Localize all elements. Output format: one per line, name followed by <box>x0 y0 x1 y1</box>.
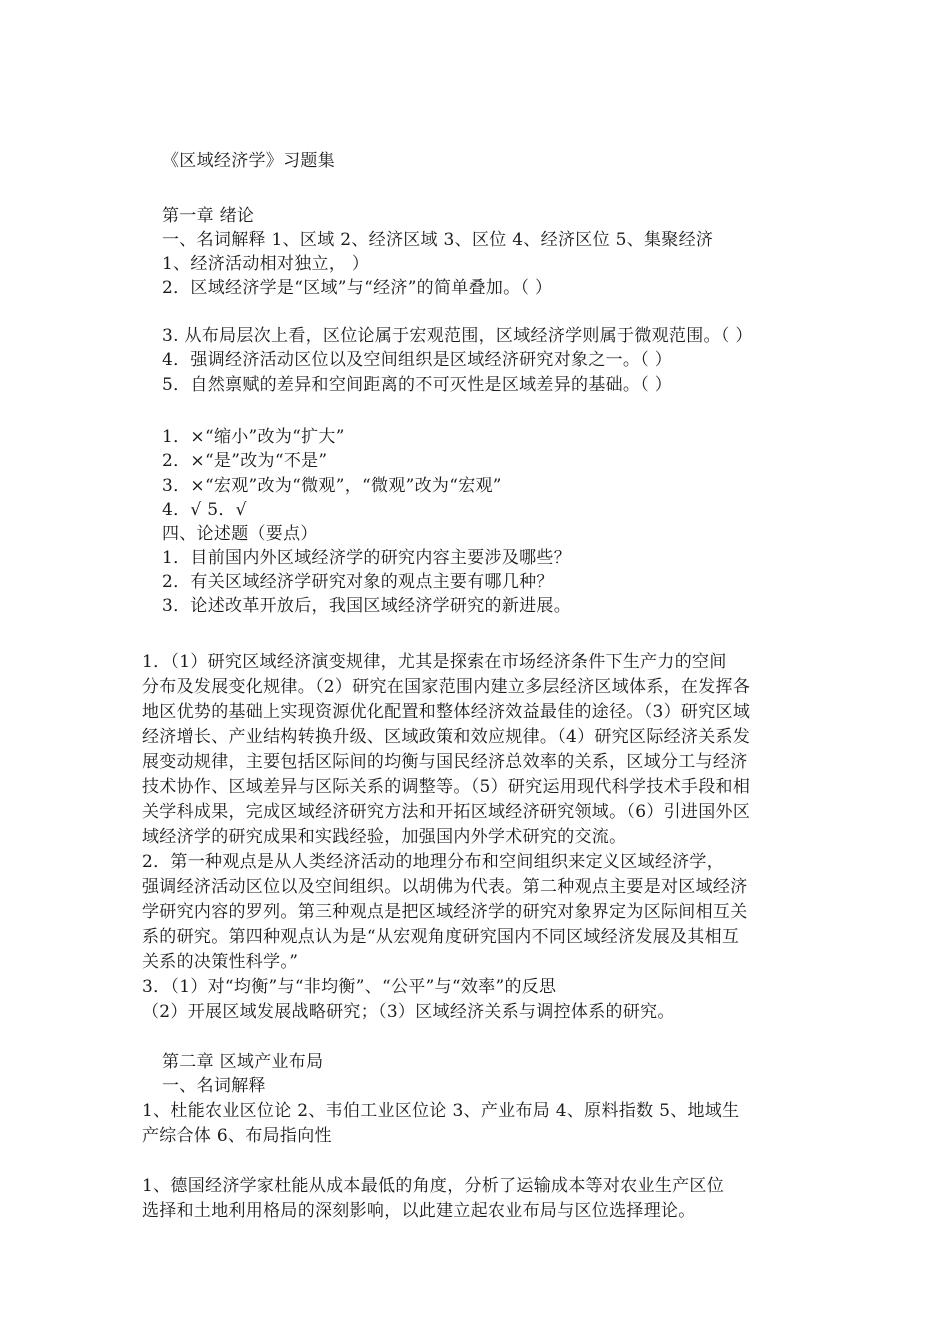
essay-answer-line: 1．（1）研究区域经济演变规律，尤其是探索在市场经济条件下生产力的空间 <box>142 652 727 672</box>
essay-question: 3．论述改革开放后，我国区域经济学研究的新进展。 <box>162 596 572 616</box>
essay-answer-line: 强调经济活动区位以及空间组织。以胡佛为代表。第二种观点主要是对区域经济 <box>142 877 748 897</box>
essay-answer-line: 经济增长、产业结构转换升级、区域政策和效应规律。（4）研究区际经济关系发 <box>142 727 751 747</box>
terms-heading: 一、名词解释 <box>162 1076 266 1096</box>
answer-line: 1、德国经济学家杜能从成本最低的角度，分析了运输成本等对农业生产区位 <box>142 1176 725 1196</box>
essay-answer-line: 展变动规律，主要包括区际间的均衡与国民经济总效率的关系，区域分工与经济 <box>142 752 748 772</box>
chapter-2-heading: 第二章 区域产业布局 <box>162 1052 324 1072</box>
tf-answer: 1．×“缩小”改为“扩大” <box>162 427 345 447</box>
essay-answer-line: 系的研究。第四种观点认为是“从宏观角度研究国内不同区域经济发展及其相互 <box>142 927 740 947</box>
essay-question: 1．目前国内外区域经济学的研究内容主要涉及哪些？ <box>162 548 572 568</box>
answer-line: 选择和土地利用格局的深刻影响，以此建立起农业布局与区位选择理论。 <box>142 1201 696 1221</box>
essay-question: 2．有关区域经济学研究对象的观点主要有哪几种？ <box>162 572 554 592</box>
tf-answer: 3．×“宏观”改为“微观”，“微观”改为“宏观” <box>162 476 502 496</box>
tf-item: 4．强调经济活动区位以及空间组织是区域经济研究对象之一。（ ） <box>162 350 673 370</box>
document-title: 《区域经济学》习题集 <box>162 151 335 171</box>
essay-answer-line: 2．第一种观点是从人类经济活动的地理分布和空间组织来定义区域经济学， <box>142 852 725 872</box>
terms-line: 一、名词解释 1、区域 2、经济区域 3、区位 4、经济区位 5、集聚经济 <box>162 230 714 250</box>
essay-answer-line: （2）开展区域发展战略研究；（3）区域经济关系与调控体系的研究。 <box>142 1002 675 1022</box>
essay-answer-line: 地区优势的基础上实现资源优化配置和整体经济效益最佳的途径。（3）研究区域 <box>142 702 751 722</box>
terms-line: 产综合体 6、布局指向性 <box>142 1126 332 1146</box>
essay-answer-line: 分布及发展变化规律。（2）研究在国家范围内建立多层经济区域体系，在发挥各 <box>142 677 751 697</box>
tf-item: 1、经济活动相对独立， ） <box>162 254 370 274</box>
tf-item: 5．自然禀赋的差异和空间距离的不可灭性是区域差异的基础。（ ） <box>162 375 673 395</box>
tf-item: 3. 从布局层次上看，区位论属于宏观范围，区域经济学则属于微观范围。（ ） <box>162 326 753 346</box>
essay-answer-line: 学研究内容的罗列。第三种观点是把区域经济学的研究对象界定为区际间相互关 <box>142 902 748 922</box>
essay-answer-line: 技术协作、区域差异与区际关系的调整等。（5）研究运用现代科学技术手段和相 <box>142 777 751 797</box>
essay-answer-line: 3．（1）对“均衡”与“非均衡”、“公平”与“效率”的反思 <box>142 977 557 997</box>
chapter-1-heading: 第一章 绪论 <box>162 206 255 226</box>
terms-line: 1、杜能农业区位论 2、韦伯工业区位论 3、产业布局 4、原料指数 5、地域生 <box>142 1101 740 1121</box>
essay-answer-line: 关学科成果，完成区域经济研究方法和开拓区域经济研究领域。（6）引进国外区 <box>142 802 751 822</box>
tf-answer: 2．×“是”改为“不是” <box>162 451 328 471</box>
essay-answer-line: 关系的决策性科学。” <box>142 952 299 972</box>
essay-answer-line: 域经济学的研究成果和实践经验，加强国内外学术研究的交流。 <box>142 827 627 847</box>
tf-item: 2．区域经济学是“区域”与“经济”的简单叠加。（ ） <box>162 278 553 298</box>
essay-heading: 四、论述题（要点） <box>162 524 318 544</box>
tf-answer: 4．√ 5．√ <box>162 500 247 520</box>
